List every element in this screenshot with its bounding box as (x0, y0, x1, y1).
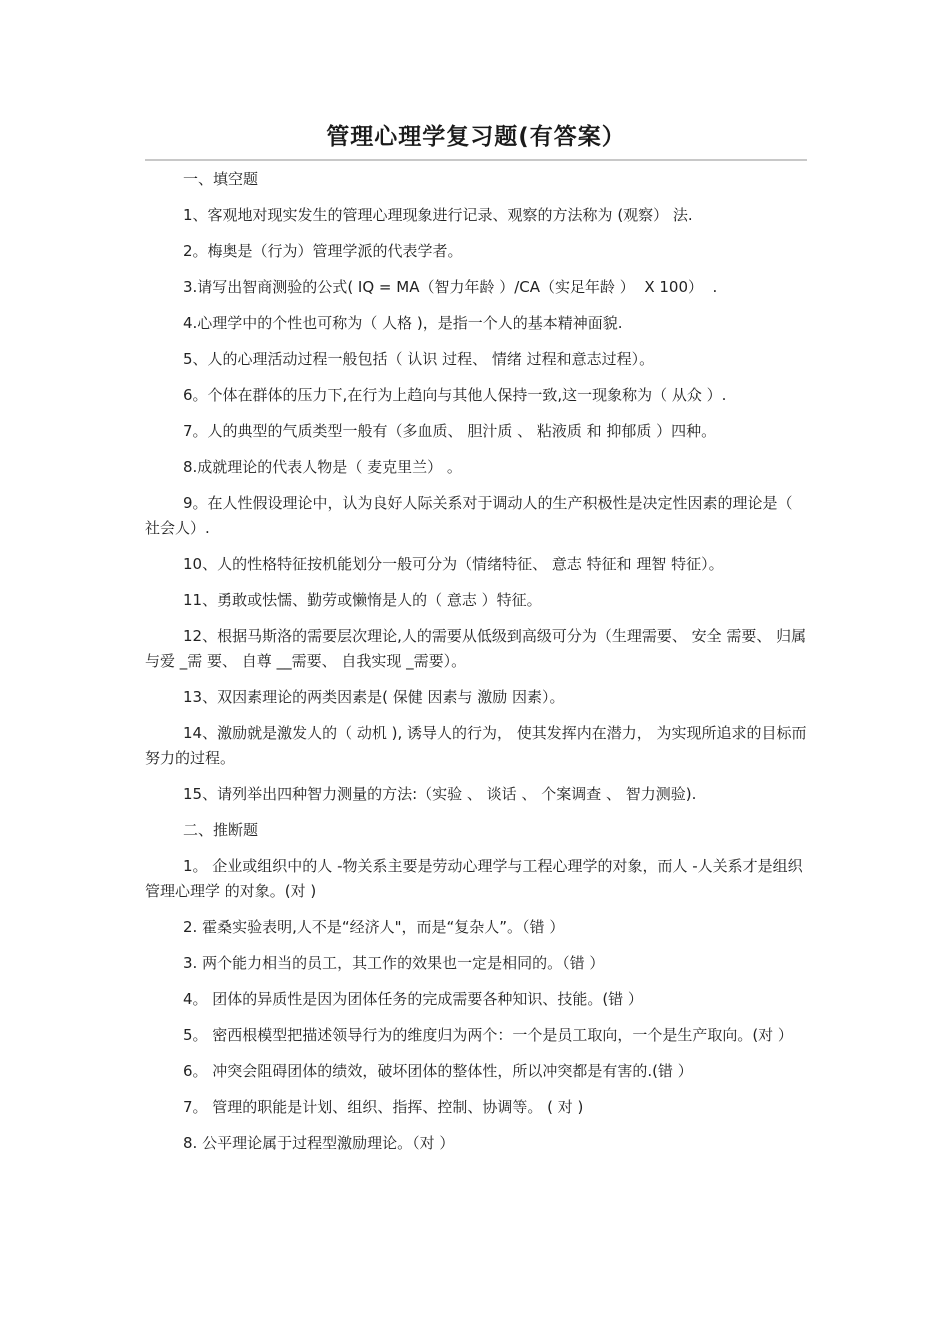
question-item: 13、双因素理论的两类因素是( 保健 因素与 激励 因素）。 (183, 688, 565, 706)
question-item: 14、激励就是激发人的（ 动机 ), 诱导人的行为， 使其发挥内在潜力， 为实现所追求的目标而努力的过程。 (145, 724, 807, 767)
question-item: 4.心理学中的个性也可称为（ 人格 )，是指一个人的基本精神面貌. (183, 314, 623, 332)
document-page (145, 118, 807, 1167)
question-item: 3.请写出智商测验的公式( IQ = MA（智力年龄 ）/CA（实足年龄 ） X 100） . (183, 278, 718, 296)
question-item: 7。人的典型的气质类型一般有（多血质、 胆汁质 、 粘液质 和 抑郁质 ）四种。 (183, 422, 717, 440)
question-item: 7。 管理的职能是计划、组织、指挥、控制、协调等。 ( 对 ) (183, 1098, 584, 1116)
question-item: 6。 冲突会阻碍团体的绩效，破坏团体的整体性，所以冲突都是有害的.(错 ） (183, 1062, 693, 1080)
section-heading-judgement: 二、推断题 (183, 821, 259, 839)
question-item: 15、请列举出四种智力测量的方法:（实验 、 谈话 、 个案调查 、 智力测验). (183, 785, 697, 803)
question-item: 4。 团体的异质性是因为团体任务的完成需要各种知识、技能。(错 ） (183, 990, 643, 1008)
question-item: 8. 公平理论属于过程型激励理论。（对 ） (183, 1134, 455, 1152)
question-item: 9。在人性假设理论中，认为良好人际关系对于调动人的生产积极性是决定性因素的理论是（ 社会人）. (145, 494, 798, 537)
question-item: 5。 密西根模型把描述领导行为的维度归为两个：一个是员工取向，一个是生产取向。(对 ） (183, 1026, 793, 1044)
question-item: 1。 企业或组织中的人 -物关系主要是劳动心理学与工程心理学的对象，而人 -人关系才是组织管理心理学 的对象。(对 ) (145, 857, 803, 900)
question-item: 1、客观地对现实发生的管理心理现象进行记录、观察的方法称为 (观察） 法. (183, 206, 693, 224)
question-item: 2。梅奥是（行为）管理学派的代表学者。 (183, 242, 463, 260)
question-item: 2. 霍桑实验表明,人不是“经济人"，而是“复杂人”。（错 ） (183, 918, 565, 936)
title-divider (145, 159, 807, 161)
question-item: 6。个体在群体的压力下,在行为上趋向与其他人保持一致,这一现象称为（ 从众 ）. (183, 386, 727, 404)
question-item: 10、人的性格特征按机能划分一般可分为（情绪特征、 意志 特征和 理智 特征）。 (183, 555, 724, 573)
section-heading-fill-blank: 一、填空题 (183, 170, 259, 188)
document-title: 管理心理学复习题(有答案） (326, 124, 626, 150)
question-item: 12、根据马斯洛的需要层次理论,人的需要从低级到高级可分为（生理需要、 安全 需要、 归属与爱 _需 要、 自尊 __需要、 自我实现 _需要）。 (145, 627, 807, 670)
question-item: 3. 两个能力相当的员工，其工作的效果也一定是相同的。（错 ） (183, 954, 605, 972)
question-item: 8.成就理论的代表人物是（ 麦克里兰） 。 (183, 458, 462, 476)
question-item: 11、勇敢或怯懦、勤劳或懒惰是人的（ 意志 ）特征。 (183, 591, 542, 609)
question-item: 5、人的心理活动过程一般包括（ 认识 过程、 情绪 过程和意志过程）。 (183, 350, 655, 368)
